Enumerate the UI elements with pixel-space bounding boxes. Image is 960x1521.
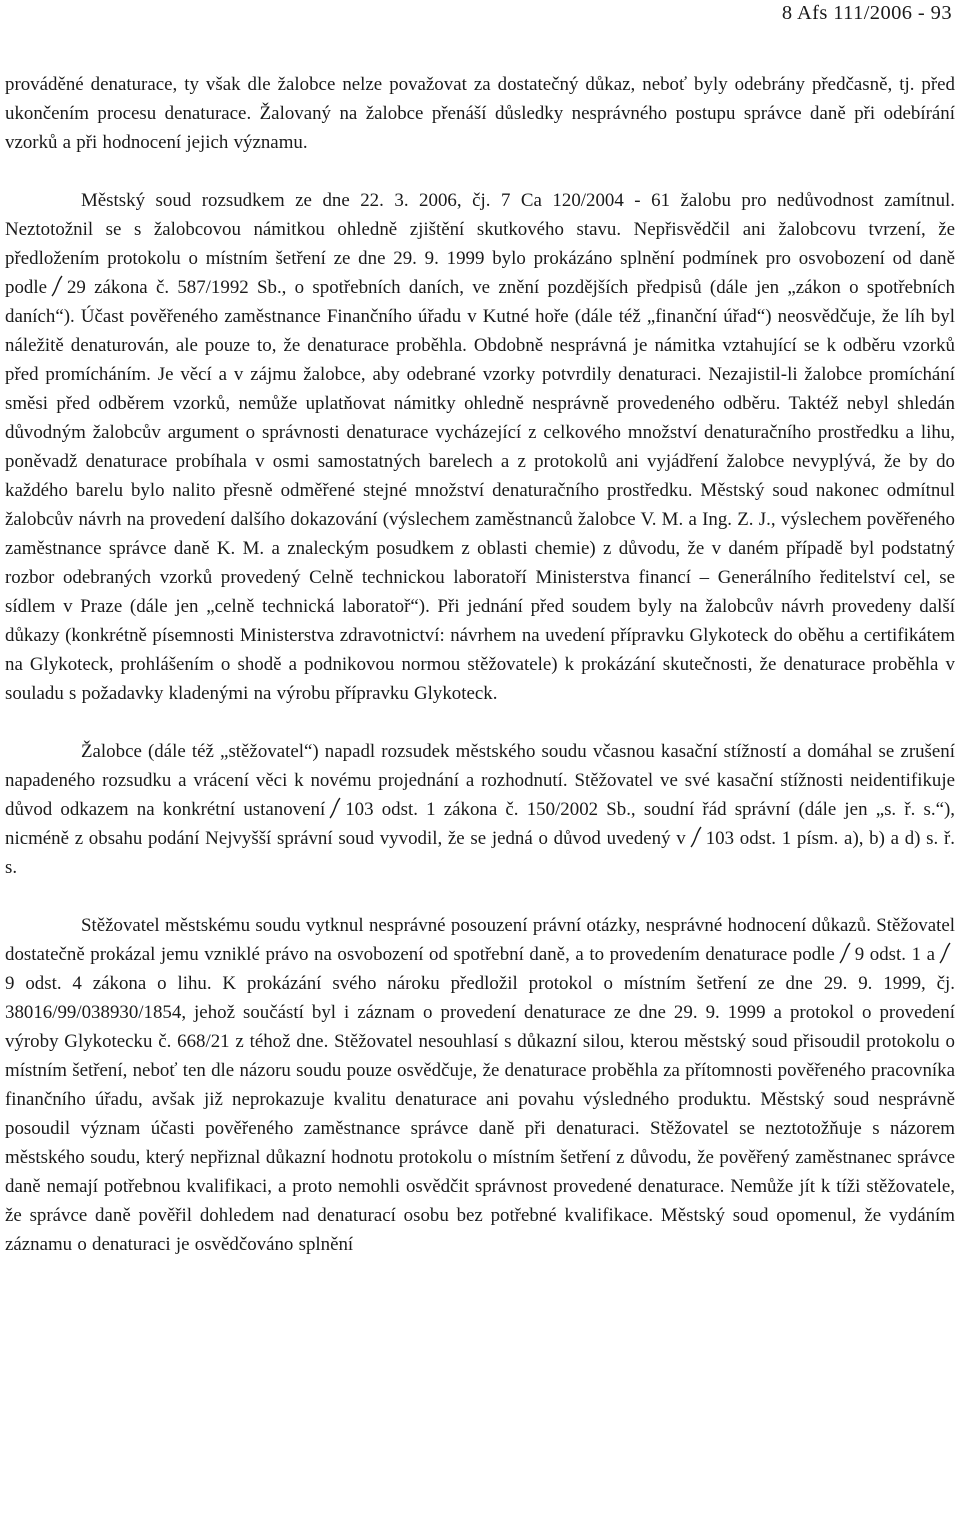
section-sign-icon <box>838 942 852 964</box>
section-sign-icon <box>689 826 703 848</box>
section-sign-icon <box>50 275 64 297</box>
paragraph-cassation-complaint <box>5 737 955 882</box>
paragraph-text: Městský soud rozsudkem ze dne 22. 3. 2006, čj. 7 Ca 120/2004 - 61 žalobu pro nedůvodnost zamítnul. Neztotožnil se s žalobcovou námitkou ohledně zjištění skutkového stavu. Nepřisvědčil ani žalobcovu tvrzení, že předložením protokolu o místním šetření ze dne 29. 9. 1999 bylo prokázáno splnění podmínek pro osvobození od daně podle <box>5 190 955 298</box>
paragraph-text: prováděné denaturace, ty však dle žalobce nelze považovat za dostatečný důkaz, neboť byly odebrány předčasně, tj. před ukončením procesu denaturace. Žalovaný na žalobce přenáší důsledky nesprávného postupu správce daně při odebírání vzorků a při hodnocení jejich významu. <box>5 74 955 153</box>
paragraph-text: Žalobce (dále též „stěžovatel“) napadl rozsudek městského soudu včasnou kasační stížností a domáhal se zrušení napadeného rozsudku a vrácení věci k novému projednání a rozhodnutí. Stěžovatel ve své kasační stížnosti neidentifikuje důvod odkazem na konkrétní ustanovení <box>5 741 955 820</box>
paragraph-text: 29 zákona č. 587/1992 Sb., o spotřebních daních, ve znění pozdějších předpisů (dále jen „zákon o spotřebních daních“). Účast pověřeného zaměstnance Finančního úřadu v Kutné hoře (dále též „finanční úřad“) neosvědčuje, že líh byl náležitě denaturován, ale pouze to, že denaturace proběhla. Obdobně nesprávná je námitka vztahující se k odběru vzorků před promícháním. Je věcí a v zájmu žalobce, aby odebrané vzorky potvrdily denaturaci. Nezajistil-li žalobce promíchání směsi před odběrem vzorků, nemůže uplatňovat námitky ohledně nesprávně provedeného odběru. Taktéž nebyl shledán důvodným žalobcův argument o správnosti denaturace vycházející z celkového množství denaturačního prostředku a lihu, poněvadž denaturace probíhala v osmi samostatných barelech a z protokolů ani vyjádření žalobce nevyplývá, že by do každého barelu bylo nalito přesně odměřené stejné množství denaturačního prostředku. Městský soud nakonec odmítnul žalobcův návrh na provedení dalšího dokazování (výslechem zaměstnanců žalobce V. M. a Ing. Z. J., výslechem pověřeného zaměstnance správce daně K. M. a znaleckým posudkem z oblasti chemie) z důvodu, že v daném případě byl podstatný rozbor odebraných vzorků provedený Celně technickou laboratoří Ministerstva financí – Generálního ředitelství cel, se sídlem v Praze (dále jen „celně technická laboratoř“). Při jednání před soudem byly na žalobcův návrh provedeny další důkazy (konkrétně písemnosti Ministerstva zdravotnictví: návrhem na uvedení přípravku Glykoteck do oběhu a certifikátem na Glykoteck, prohlášením o shodě a podnikovou normou stěžovatele) k prokázání skutečnosti, že denaturace proběhla v souladu s požadavky kladenými na výrobu přípravku Glykoteck. <box>5 277 955 704</box>
paragraph-continuation <box>5 70 955 157</box>
document-reference: 8 Afs 111/2006 - 93 <box>781 2 952 24</box>
section-sign-icon <box>328 797 342 819</box>
paragraph-text: 9 odst. 4 zákona o lihu. K prokázání svého nároku předložil protokol o místním šetření ze dne 29. 9. 1999, čj. 38016/99/038930/1854, jehož součástí byl i záznam o provedení denaturace ze dne 29. 9. 1999 a protokol o provedení výroby Glykotecku č. 668/21 z téhož dne. Stěžovatel nesouhlasí s důkazní silou, kterou městský soud přisoudil protokolu o místním šetření, neboť ten dle názoru soudu pouze osvědčuje, že denaturace proběhla za přítomnosti pověřeného pracovníka finančního úřadu, avšak již neprokazuje kvalitu denaturace ani povahu výsledného produktu. Městský soud nesprávně posoudil význam účasti pověřeného zaměstnance správce daně při denaturaci. Stěžovatel se neztotožňuje s názorem městského soudu, který nepřiznal důkazní hodnotu protokolu o místním šetření z důvodu, že pověřený zaměstnanec správce daně nemají potřebnou kvalifikaci, a proto nemohli osvědčit správnost provedené denaturace. Nemůže jít k tíži stěžovatele, že správce daně pověřil dohledem nad denaturací osobu bez potřebné kvalifikace. Městský soud opomenul, že vydáním záznamu o denaturaci je osvědčováno splnění <box>5 973 955 1255</box>
paragraph-complainant-objections <box>5 911 955 1259</box>
document-body <box>5 70 955 1259</box>
paragraph-text: 9 odst. 1 a <box>854 944 935 965</box>
section-sign-icon <box>938 942 952 964</box>
paragraph-city-court-ruling <box>5 186 955 708</box>
paragraph-text: 103 odst. 1 zákona č. 150/2002 Sb., soudní řád správní (dále jen „s. ř. s.“), nicméně z obsahu podání Nejvyšší správní soud vyvodil, že se jedná o důvod uvedený v <box>5 799 955 849</box>
paragraph-text: 103 odst. 1 písm. a), b) a d) s. ř. s. <box>5 828 955 878</box>
paragraph-text: Stěžovatel městskému soudu vytknul nesprávné posouzení právní otázky, nesprávné hodnocení důkazů. Stěžovatel dostatečně prokázal jemu vzniklé právo na osvobození od spotřební daně, a to provedením denaturace podle <box>5 915 955 965</box>
